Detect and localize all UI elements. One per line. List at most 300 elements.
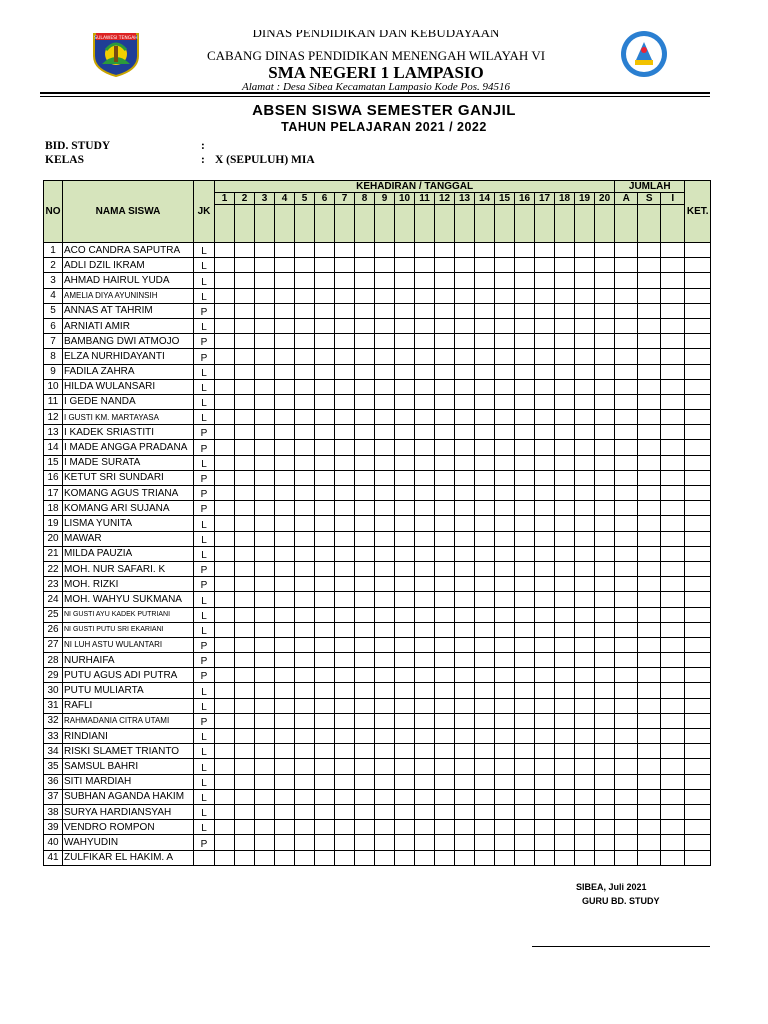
attendance-cell[interactable] [415,334,435,349]
attendance-cell[interactable] [215,804,235,819]
attendance-cell[interactable] [515,349,535,364]
ket-cell[interactable] [685,318,711,333]
attendance-cell[interactable] [355,486,375,501]
total-cell[interactable] [615,637,638,652]
attendance-cell[interactable] [435,273,455,288]
total-cell[interactable] [638,288,661,303]
ket-cell[interactable] [685,789,711,804]
attendance-cell[interactable] [535,273,555,288]
attendance-cell[interactable] [255,440,275,455]
attendance-cell[interactable] [415,653,435,668]
attendance-cell[interactable] [495,744,515,759]
attendance-cell[interactable] [215,683,235,698]
ket-cell[interactable] [685,820,711,835]
total-cell[interactable] [661,622,685,637]
attendance-cell[interactable] [575,577,595,592]
attendance-cell[interactable] [315,288,335,303]
attendance-cell[interactable] [355,561,375,576]
attendance-cell[interactable] [475,698,495,713]
attendance-cell[interactable] [475,364,495,379]
attendance-cell[interactable] [255,486,275,501]
attendance-cell[interactable] [515,486,535,501]
attendance-cell[interactable] [515,744,535,759]
attendance-cell[interactable] [595,440,615,455]
attendance-cell[interactable] [575,789,595,804]
attendance-cell[interactable] [455,713,475,728]
total-cell[interactable] [638,744,661,759]
attendance-cell[interactable] [595,789,615,804]
attendance-cell[interactable] [395,243,415,258]
total-cell[interactable] [638,486,661,501]
attendance-cell[interactable] [415,486,435,501]
attendance-cell[interactable] [455,516,475,531]
attendance-cell[interactable] [395,698,415,713]
attendance-cell[interactable] [375,501,395,516]
attendance-cell[interactable] [315,759,335,774]
attendance-cell[interactable] [595,850,615,865]
attendance-cell[interactable] [455,835,475,850]
attendance-cell[interactable] [475,273,495,288]
attendance-cell[interactable] [375,653,395,668]
total-cell[interactable] [615,379,638,394]
attendance-cell[interactable] [595,713,615,728]
total-cell[interactable] [661,835,685,850]
attendance-cell[interactable] [275,546,295,561]
attendance-cell[interactable] [395,486,415,501]
attendance-cell[interactable] [435,683,455,698]
attendance-cell[interactable] [215,410,235,425]
attendance-cell[interactable] [435,394,455,409]
attendance-cell[interactable] [255,561,275,576]
attendance-cell[interactable] [335,318,355,333]
total-cell[interactable] [615,835,638,850]
attendance-cell[interactable] [495,258,515,273]
attendance-cell[interactable] [235,334,255,349]
attendance-cell[interactable] [595,501,615,516]
attendance-cell[interactable] [295,486,315,501]
attendance-cell[interactable] [415,607,435,622]
attendance-cell[interactable] [515,774,535,789]
attendance-cell[interactable] [275,303,295,318]
attendance-cell[interactable] [515,820,535,835]
total-cell[interactable] [638,410,661,425]
attendance-cell[interactable] [255,592,275,607]
total-cell[interactable] [638,273,661,288]
attendance-cell[interactable] [495,835,515,850]
attendance-cell[interactable] [255,713,275,728]
attendance-cell[interactable] [555,622,575,637]
attendance-cell[interactable] [395,455,415,470]
attendance-cell[interactable] [595,668,615,683]
attendance-cell[interactable] [275,774,295,789]
attendance-cell[interactable] [315,455,335,470]
attendance-cell[interactable] [335,668,355,683]
ket-cell[interactable] [685,804,711,819]
attendance-cell[interactable] [495,531,515,546]
attendance-cell[interactable] [335,470,355,485]
attendance-cell[interactable] [495,349,515,364]
attendance-cell[interactable] [315,698,335,713]
attendance-cell[interactable] [515,729,535,744]
attendance-cell[interactable] [215,258,235,273]
attendance-cell[interactable] [275,394,295,409]
attendance-cell[interactable] [555,470,575,485]
attendance-cell[interactable] [355,850,375,865]
attendance-cell[interactable] [295,303,315,318]
attendance-cell[interactable] [455,759,475,774]
attendance-cell[interactable] [335,774,355,789]
attendance-cell[interactable] [555,318,575,333]
attendance-cell[interactable] [315,683,335,698]
ket-cell[interactable] [685,546,711,561]
attendance-cell[interactable] [295,470,315,485]
attendance-cell[interactable] [255,577,275,592]
attendance-cell[interactable] [575,273,595,288]
attendance-cell[interactable] [235,364,255,379]
attendance-cell[interactable] [435,637,455,652]
attendance-cell[interactable] [515,243,535,258]
attendance-cell[interactable] [595,455,615,470]
attendance-cell[interactable] [475,288,495,303]
attendance-cell[interactable] [295,364,315,379]
attendance-cell[interactable] [435,379,455,394]
attendance-cell[interactable] [595,774,615,789]
attendance-cell[interactable] [555,410,575,425]
attendance-cell[interactable] [435,243,455,258]
total-cell[interactable] [615,789,638,804]
attendance-cell[interactable] [535,850,555,865]
attendance-cell[interactable] [575,303,595,318]
attendance-cell[interactable] [475,334,495,349]
attendance-cell[interactable] [275,470,295,485]
attendance-cell[interactable] [355,516,375,531]
attendance-cell[interactable] [415,759,435,774]
total-cell[interactable] [661,470,685,485]
total-cell[interactable] [661,607,685,622]
attendance-cell[interactable] [435,698,455,713]
attendance-cell[interactable] [595,470,615,485]
attendance-cell[interactable] [595,622,615,637]
attendance-cell[interactable] [375,683,395,698]
attendance-cell[interactable] [555,364,575,379]
attendance-cell[interactable] [335,531,355,546]
attendance-cell[interactable] [535,759,555,774]
attendance-cell[interactable] [235,455,255,470]
attendance-cell[interactable] [275,349,295,364]
attendance-cell[interactable] [235,577,255,592]
attendance-cell[interactable] [595,288,615,303]
attendance-cell[interactable] [555,653,575,668]
attendance-cell[interactable] [215,303,235,318]
attendance-cell[interactable] [395,516,415,531]
attendance-cell[interactable] [215,713,235,728]
attendance-cell[interactable] [435,258,455,273]
attendance-cell[interactable] [375,303,395,318]
attendance-cell[interactable] [255,622,275,637]
ket-cell[interactable] [685,637,711,652]
total-cell[interactable] [615,486,638,501]
total-cell[interactable] [638,729,661,744]
attendance-cell[interactable] [595,425,615,440]
attendance-cell[interactable] [355,713,375,728]
attendance-cell[interactable] [315,729,335,744]
attendance-cell[interactable] [355,379,375,394]
attendance-cell[interactable] [315,394,335,409]
attendance-cell[interactable] [335,501,355,516]
attendance-cell[interactable] [515,683,535,698]
attendance-cell[interactable] [335,592,355,607]
attendance-cell[interactable] [555,486,575,501]
attendance-cell[interactable] [475,668,495,683]
attendance-cell[interactable] [235,394,255,409]
attendance-cell[interactable] [435,835,455,850]
attendance-cell[interactable] [255,653,275,668]
attendance-cell[interactable] [475,653,495,668]
attendance-cell[interactable] [515,455,535,470]
attendance-cell[interactable] [255,273,275,288]
attendance-cell[interactable] [295,820,315,835]
attendance-cell[interactable] [575,744,595,759]
attendance-cell[interactable] [495,698,515,713]
attendance-cell[interactable] [395,470,415,485]
attendance-cell[interactable] [515,516,535,531]
total-cell[interactable] [661,273,685,288]
attendance-cell[interactable] [455,546,475,561]
attendance-cell[interactable] [275,577,295,592]
attendance-cell[interactable] [555,561,575,576]
attendance-cell[interactable] [515,577,535,592]
attendance-cell[interactable] [215,425,235,440]
attendance-cell[interactable] [235,425,255,440]
total-cell[interactable] [661,698,685,713]
total-cell[interactable] [638,394,661,409]
attendance-cell[interactable] [315,622,335,637]
attendance-cell[interactable] [495,561,515,576]
attendance-cell[interactable] [295,531,315,546]
attendance-cell[interactable] [595,759,615,774]
attendance-cell[interactable] [555,774,575,789]
total-cell[interactable] [615,243,638,258]
attendance-cell[interactable] [295,622,315,637]
attendance-cell[interactable] [275,455,295,470]
attendance-cell[interactable] [535,653,555,668]
attendance-cell[interactable] [235,759,255,774]
attendance-cell[interactable] [275,531,295,546]
attendance-cell[interactable] [335,243,355,258]
attendance-cell[interactable] [375,258,395,273]
attendance-cell[interactable] [375,789,395,804]
attendance-cell[interactable] [335,713,355,728]
attendance-cell[interactable] [495,455,515,470]
attendance-cell[interactable] [395,653,415,668]
attendance-cell[interactable] [235,592,255,607]
attendance-cell[interactable] [595,820,615,835]
attendance-cell[interactable] [555,804,575,819]
attendance-cell[interactable] [515,759,535,774]
attendance-cell[interactable] [575,622,595,637]
total-cell[interactable] [615,258,638,273]
attendance-cell[interactable] [395,273,415,288]
attendance-cell[interactable] [255,379,275,394]
attendance-cell[interactable] [495,637,515,652]
attendance-cell[interactable] [215,729,235,744]
attendance-cell[interactable] [235,622,255,637]
attendance-cell[interactable] [435,440,455,455]
total-cell[interactable] [615,288,638,303]
attendance-cell[interactable] [215,820,235,835]
attendance-cell[interactable] [215,394,235,409]
attendance-cell[interactable] [335,561,355,576]
attendance-cell[interactable] [515,501,535,516]
attendance-cell[interactable] [315,713,335,728]
attendance-cell[interactable] [555,789,575,804]
total-cell[interactable] [638,835,661,850]
attendance-cell[interactable] [275,668,295,683]
attendance-cell[interactable] [295,592,315,607]
attendance-cell[interactable] [335,410,355,425]
attendance-cell[interactable] [495,683,515,698]
attendance-cell[interactable] [555,729,575,744]
attendance-cell[interactable] [435,759,455,774]
total-cell[interactable] [615,577,638,592]
attendance-cell[interactable] [575,668,595,683]
attendance-cell[interactable] [275,425,295,440]
attendance-cell[interactable] [275,850,295,865]
attendance-cell[interactable] [595,546,615,561]
attendance-cell[interactable] [495,288,515,303]
total-cell[interactable] [638,577,661,592]
attendance-cell[interactable] [395,713,415,728]
attendance-cell[interactable] [435,592,455,607]
attendance-cell[interactable] [475,561,495,576]
attendance-cell[interactable] [255,835,275,850]
total-cell[interactable] [661,577,685,592]
attendance-cell[interactable] [575,410,595,425]
ket-cell[interactable] [685,653,711,668]
attendance-cell[interactable] [255,820,275,835]
attendance-cell[interactable] [335,303,355,318]
attendance-cell[interactable] [235,258,255,273]
attendance-cell[interactable] [535,637,555,652]
total-cell[interactable] [615,804,638,819]
ket-cell[interactable] [685,303,711,318]
attendance-cell[interactable] [215,440,235,455]
attendance-cell[interactable] [595,379,615,394]
attendance-cell[interactable] [475,501,495,516]
attendance-cell[interactable] [275,258,295,273]
total-cell[interactable] [638,820,661,835]
attendance-cell[interactable] [535,425,555,440]
total-cell[interactable] [661,653,685,668]
attendance-cell[interactable] [215,455,235,470]
total-cell[interactable] [661,774,685,789]
attendance-cell[interactable] [435,455,455,470]
total-cell[interactable] [638,607,661,622]
attendance-cell[interactable] [535,349,555,364]
attendance-cell[interactable] [395,334,415,349]
attendance-cell[interactable] [455,622,475,637]
attendance-cell[interactable] [415,546,435,561]
attendance-cell[interactable] [435,804,455,819]
attendance-cell[interactable] [435,349,455,364]
attendance-cell[interactable] [435,622,455,637]
attendance-cell[interactable] [215,592,235,607]
attendance-cell[interactable] [255,410,275,425]
attendance-cell[interactable] [515,698,535,713]
attendance-cell[interactable] [295,653,315,668]
attendance-cell[interactable] [555,258,575,273]
attendance-cell[interactable] [435,288,455,303]
attendance-cell[interactable] [315,486,335,501]
ket-cell[interactable] [685,394,711,409]
attendance-cell[interactable] [335,789,355,804]
attendance-cell[interactable] [495,622,515,637]
attendance-cell[interactable] [575,683,595,698]
attendance-cell[interactable] [235,318,255,333]
attendance-cell[interactable] [435,561,455,576]
ket-cell[interactable] [685,364,711,379]
total-cell[interactable] [661,425,685,440]
attendance-cell[interactable] [375,546,395,561]
attendance-cell[interactable] [495,653,515,668]
attendance-cell[interactable] [535,774,555,789]
attendance-cell[interactable] [455,607,475,622]
attendance-cell[interactable] [315,744,335,759]
attendance-cell[interactable] [395,258,415,273]
attendance-cell[interactable] [535,410,555,425]
attendance-cell[interactable] [295,804,315,819]
total-cell[interactable] [638,364,661,379]
total-cell[interactable] [661,394,685,409]
attendance-cell[interactable] [515,713,535,728]
attendance-cell[interactable] [355,243,375,258]
attendance-cell[interactable] [275,759,295,774]
attendance-cell[interactable] [595,318,615,333]
total-cell[interactable] [661,303,685,318]
attendance-cell[interactable] [575,486,595,501]
attendance-cell[interactable] [395,379,415,394]
attendance-cell[interactable] [375,516,395,531]
attendance-cell[interactable] [415,516,435,531]
total-cell[interactable] [615,850,638,865]
attendance-cell[interactable] [515,425,535,440]
attendance-cell[interactable] [295,273,315,288]
attendance-cell[interactable] [575,713,595,728]
total-cell[interactable] [661,637,685,652]
attendance-cell[interactable] [515,273,535,288]
attendance-cell[interactable] [575,470,595,485]
attendance-cell[interactable] [555,713,575,728]
attendance-cell[interactable] [375,607,395,622]
total-cell[interactable] [638,561,661,576]
attendance-cell[interactable] [475,470,495,485]
attendance-cell[interactable] [455,653,475,668]
attendance-cell[interactable] [255,349,275,364]
total-cell[interactable] [615,273,638,288]
attendance-cell[interactable] [355,820,375,835]
attendance-cell[interactable] [215,637,235,652]
attendance-cell[interactable] [535,243,555,258]
attendance-cell[interactable] [495,440,515,455]
attendance-cell[interactable] [575,804,595,819]
attendance-cell[interactable] [575,592,595,607]
attendance-cell[interactable] [395,394,415,409]
attendance-cell[interactable] [555,288,575,303]
attendance-cell[interactable] [555,501,575,516]
attendance-cell[interactable] [215,668,235,683]
total-cell[interactable] [661,850,685,865]
attendance-cell[interactable] [535,622,555,637]
